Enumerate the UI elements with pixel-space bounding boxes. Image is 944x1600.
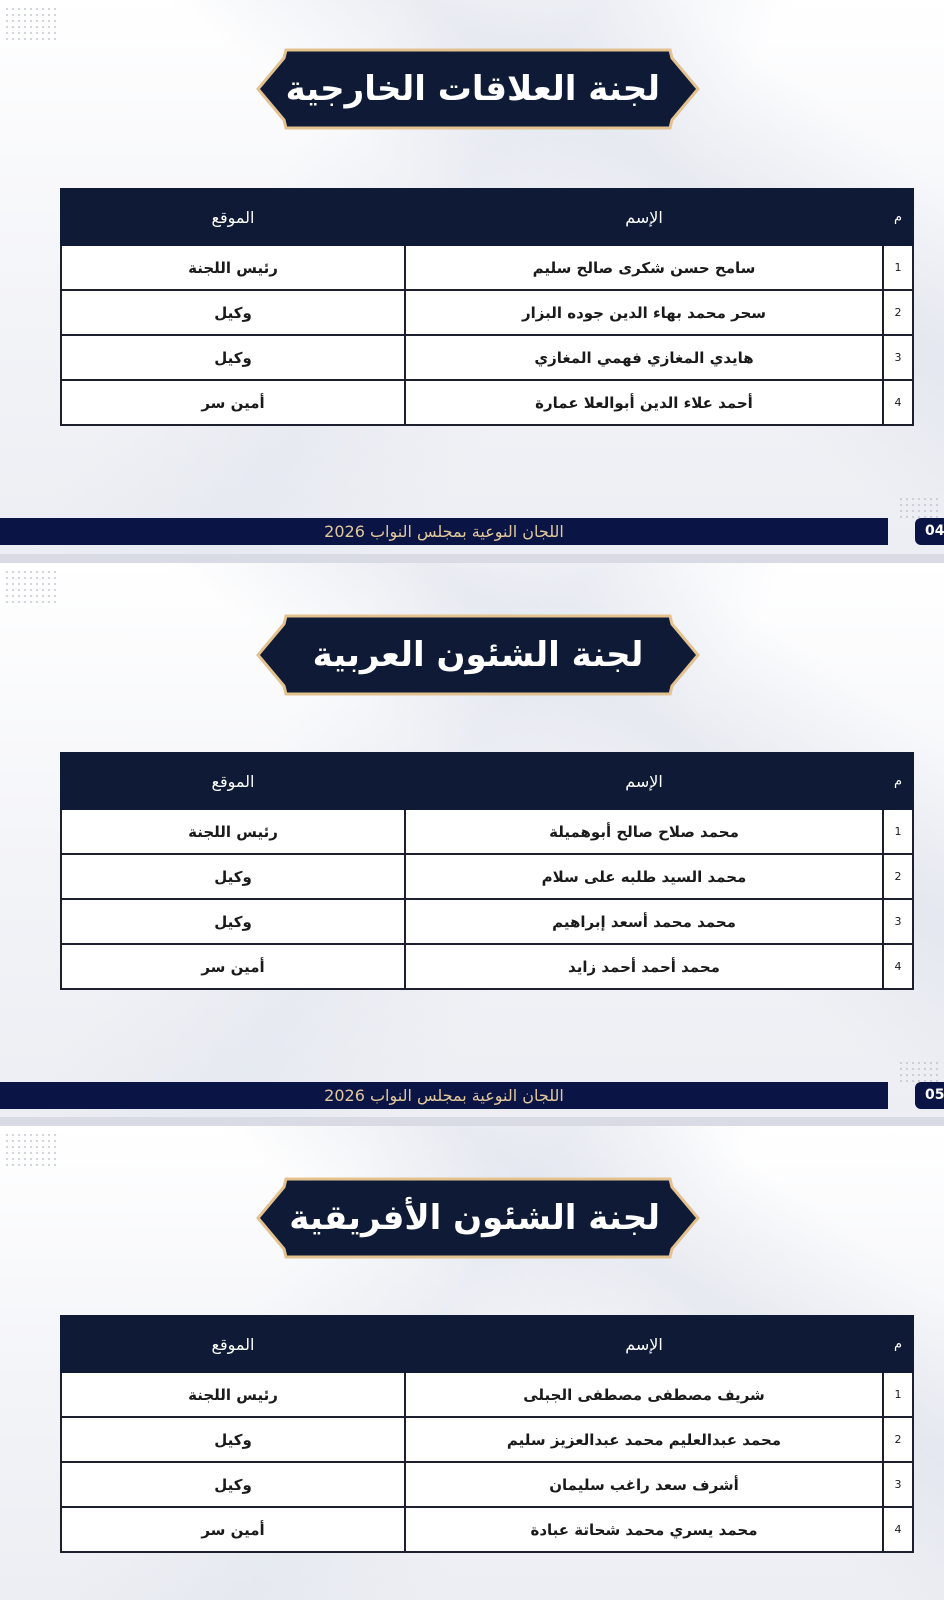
member-name: هايدي المغازي فهمي المغازي — [405, 335, 883, 380]
member-name: شريف مصطفى مصطفى الجبلى — [405, 1372, 883, 1417]
table-row — [61, 1372, 913, 1417]
member-role: رئيس اللجنة — [61, 1372, 405, 1417]
member-name: محمد عبدالعليم محمد عبدالعزيز سليم — [405, 1417, 883, 1462]
page-divider — [0, 554, 944, 563]
column-header-role: الموقع — [61, 189, 405, 245]
row-number: 1 — [883, 245, 913, 290]
dot-pattern-decoration — [4, 1132, 58, 1166]
committee-title-banner — [256, 48, 700, 130]
member-name: محمد صلاح صالح أبوهميلة — [405, 809, 883, 854]
column-header-role: الموقع — [61, 1316, 405, 1372]
member-role: أمين سر — [61, 380, 405, 425]
table-row — [61, 245, 913, 290]
slide-page — [0, 0, 944, 554]
column-header-role: الموقع — [61, 753, 405, 809]
table-row — [61, 380, 913, 425]
member-name: محمد السيد طلبه على سلام — [405, 854, 883, 899]
table-header-row — [61, 1316, 913, 1372]
footer-bar: اللجان النوعية بمجلس النواب 2026 — [0, 518, 888, 545]
committee-title-banner — [256, 1177, 700, 1259]
table-row — [61, 335, 913, 380]
members-table — [60, 188, 914, 426]
column-header-number: م — [883, 189, 913, 245]
table-row — [61, 290, 913, 335]
row-number: 3 — [883, 335, 913, 380]
member-role: رئيس اللجنة — [61, 809, 405, 854]
member-name: أحمد علاء الدين أبوالعلا عمارة — [405, 380, 883, 425]
column-header-name: الإسم — [405, 1316, 883, 1372]
dot-pattern-decoration — [4, 569, 58, 603]
table-row — [61, 899, 913, 944]
footer-bar: اللجان النوعية بمجلس النواب 2026 — [0, 1082, 888, 1109]
member-role: وكيل — [61, 854, 405, 899]
table-row — [61, 944, 913, 989]
member-name: سحر محمد بهاء الدين جوده البزار — [405, 290, 883, 335]
member-role: وكيل — [61, 899, 405, 944]
row-number: 1 — [883, 809, 913, 854]
committee-title: لجنة الشئون الأفريقية — [289, 1198, 660, 1238]
member-role: وكيل — [61, 1417, 405, 1462]
member-name: محمد محمد أسعد إبراهيم — [405, 899, 883, 944]
slide-page — [0, 1126, 944, 1600]
row-number: 1 — [883, 1372, 913, 1417]
page-divider — [0, 1117, 944, 1126]
member-role: أمين سر — [61, 944, 405, 989]
row-number: 2 — [883, 854, 913, 899]
member-role: أمين سر — [61, 1507, 405, 1552]
dot-pattern-decoration — [4, 6, 58, 40]
row-number: 2 — [883, 290, 913, 335]
member-name: سامح حسن شكرى صالح سليم — [405, 245, 883, 290]
members-table — [60, 1315, 914, 1553]
member-role: وكيل — [61, 1462, 405, 1507]
column-header-name: الإسم — [405, 189, 883, 245]
table-row — [61, 1507, 913, 1552]
member-name: محمد أحمد أحمد زايد — [405, 944, 883, 989]
row-number: 3 — [883, 899, 913, 944]
row-number: 4 — [883, 380, 913, 425]
member-role: وكيل — [61, 290, 405, 335]
page-number: 05 — [915, 1082, 944, 1109]
member-name: أشرف سعد راغب سليمان — [405, 1462, 883, 1507]
committee-title: لجنة الشئون العربية — [312, 635, 644, 675]
table-row — [61, 809, 913, 854]
page-number: 04 — [915, 518, 944, 545]
member-role: رئيس اللجنة — [61, 245, 405, 290]
table-header-row — [61, 189, 913, 245]
row-number: 4 — [883, 944, 913, 989]
members-table — [60, 752, 914, 990]
column-header-number: م — [883, 1316, 913, 1372]
table-row — [61, 1417, 913, 1462]
member-role: وكيل — [61, 335, 405, 380]
committee-title: لجنة العلاقات الخارجية — [285, 69, 660, 109]
table-row — [61, 1462, 913, 1507]
row-number: 4 — [883, 1507, 913, 1552]
row-number: 2 — [883, 1417, 913, 1462]
table-header-row — [61, 753, 913, 809]
committee-title-banner — [256, 614, 700, 696]
slide-page — [0, 563, 944, 1117]
row-number: 3 — [883, 1462, 913, 1507]
member-name: محمد يسري محمد شحاتة عبادة — [405, 1507, 883, 1552]
column-header-number: م — [883, 753, 913, 809]
table-row — [61, 854, 913, 899]
column-header-name: الإسم — [405, 753, 883, 809]
